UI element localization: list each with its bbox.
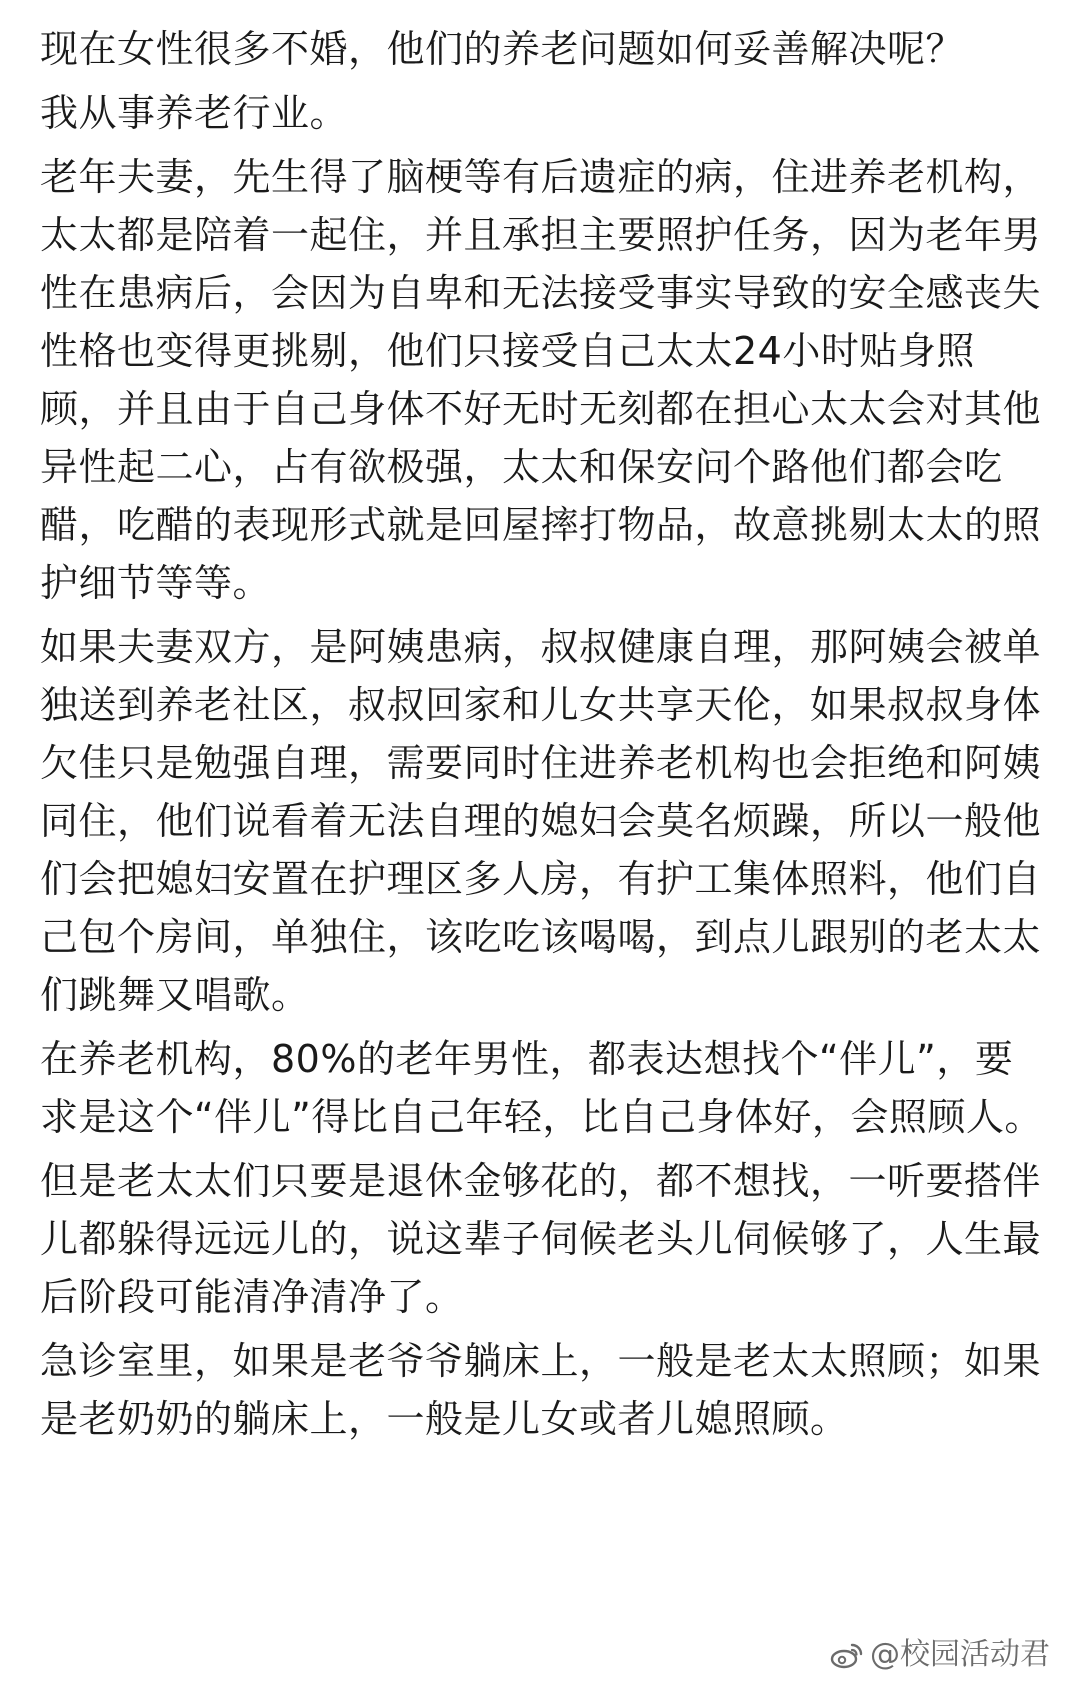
article-paragraph-5: 在养老机构，80%的老年男性，都表达想找个“伴儿”，要求是这个“伴儿”得比自己年轻，比自己身体好，会照顾人。 xyxy=(40,1037,1043,1139)
article-paragraph-4: 如果夫妻双方，是阿姨患病，叔叔健康自理，那阿姨会被单独送到养老社区，叔叔回家和儿女共享天伦，如果叔叔身体欠佳只是勉强自理，需要同时住进养老机构也会拒绝和阿姨同住，他们说看着无法自理的媳妇会莫名烦躁，所以一般他们会把媳妇安置在护理区多人房，有护工集体照料，他们自己包个房间，单独住，该吃吃该喝喝，到点儿跟别的老太太们跳舞又唱歌。 xyxy=(40,625,1042,1017)
watermark-text: @校园活动君 xyxy=(870,1637,1050,1672)
article-body xyxy=(40,20,1050,1454)
article-paragraph-1: 现在女性很多不婚，他们的养老问题如何妥善解决呢？ xyxy=(40,27,965,71)
article-paragraph-2: 我从事养老行业。 xyxy=(40,91,349,135)
watermark xyxy=(830,1637,1050,1673)
article-paragraph-3: 老年夫妻，先生得了脑梗等有后遗症的病，住进养老机构，太太都是陪着一起住，并且承担主要照护任务，因为老年男性在患病后，会因为自卑和无法接受事实导致的安全感丧失性格也变得更挑剔，他们只接受自己太太24小时贴身照顾，并且由于自己身体不好无时无刻都在担心太太会对其他异性起二心，占有欲极强，太太和保安问个路他们都会吃醋，吃醋的表现形式就是回屋摔打物品，故意挑剔太太的照护细节等等。 xyxy=(40,155,1042,605)
article-paragraph-6: 但是老太太们只要是退休金够花的，都不想找，一听要搭伴儿都躲得远远儿的，说这辈子伺候老头儿伺候够了，人生最后阶段可能清净清净了。 xyxy=(40,1159,1042,1319)
weibo-icon xyxy=(830,1641,864,1669)
article-paragraph-7: 急诊室里，如果是老爷爷躺床上，一般是老太太照顾；如果是老奶奶的躺床上，一般是儿女或者儿媳照顾。 xyxy=(40,1339,1042,1441)
